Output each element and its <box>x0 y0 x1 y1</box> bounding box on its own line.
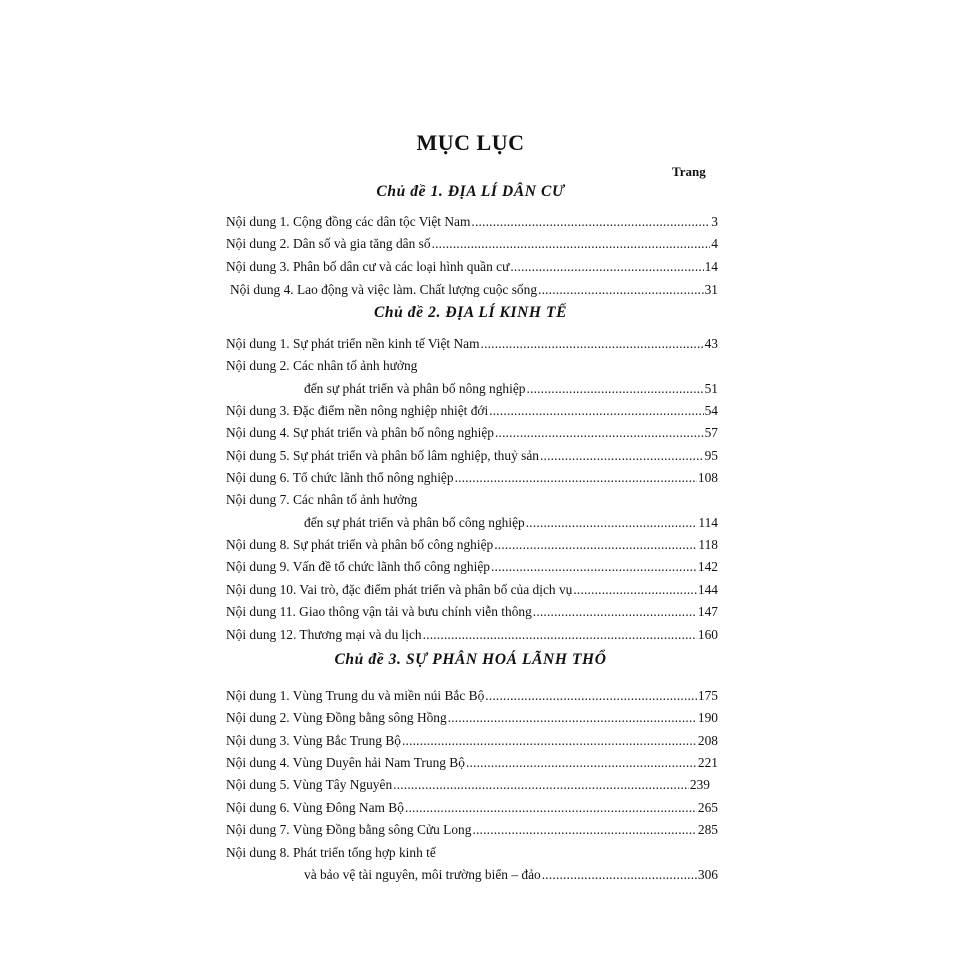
toc-entry-page: 95 <box>704 448 718 463</box>
leader-dots <box>533 603 697 621</box>
toc-entry[interactable] <box>226 581 718 599</box>
leader-dots <box>489 402 703 420</box>
toc-entry[interactable] <box>226 558 718 576</box>
toc-entry-label: Nội dung 2. Dân số và gia tăng dân số <box>226 236 431 251</box>
leader-dots <box>455 469 697 487</box>
leader-dots <box>491 558 697 576</box>
toc-entry[interactable] <box>226 754 718 772</box>
toc-entry-page: 3 <box>711 214 718 229</box>
toc-entry[interactable] <box>226 687 718 705</box>
leader-dots <box>471 213 710 231</box>
leader-dots <box>402 732 697 750</box>
page-title: MỤC LỤC <box>416 130 525 155</box>
toc-entry-label: Nội dung 12. Thương mại và du lịch <box>226 627 422 642</box>
leader-dots <box>485 687 697 705</box>
leader-dots <box>405 799 697 817</box>
toc-entry-label: đến sự phát triển và phân bố công nghiệp <box>304 515 525 530</box>
toc-entry-label: và bảo vệ tài nguyên, môi trường biển – đảo <box>304 867 541 882</box>
section-heading: Chủ đề 1. ĐỊA LÍ DÂN CƯ <box>376 183 565 200</box>
toc-entry-label: Nội dung 8. Sự phát triển và phân bố công nghiệp <box>226 537 494 552</box>
toc-entry[interactable] <box>226 235 718 253</box>
leader-dots <box>542 866 697 884</box>
toc-entry-label: Nội dung 1. Cộng đồng các dân tộc Việt Nam <box>226 214 471 229</box>
toc-entry-label: Nội dung 11. Giao thông vận tải và bưu chính viễn thông <box>226 604 532 619</box>
toc-entry-page: 265 <box>697 800 718 815</box>
toc-entry-page: 43 <box>704 336 718 351</box>
leader-dots <box>472 821 696 839</box>
toc-entry-page: 57 <box>704 425 718 440</box>
toc-entry-label: Nội dung 1. Vùng Trung du và miền núi Bắc Bộ <box>226 688 485 703</box>
toc-entry-label: Nội dung 1. Sự phát triển nền kinh tế Việt Nam <box>226 336 480 351</box>
toc-entry-label: Nội dung 4. Vùng Duyên hải Nam Trung Bộ <box>226 755 465 770</box>
toc-entry[interactable] <box>226 603 718 621</box>
toc-entry-label: Nội dung 5. Sự phát triển và phân bố lâm nghiệp, thuỷ sản <box>226 448 539 463</box>
toc-entry[interactable] <box>226 709 718 727</box>
leader-dots <box>432 235 711 253</box>
toc-entry-page: 239 <box>689 777 710 792</box>
toc-entry-page: 4 <box>711 236 718 251</box>
toc-entry-label: Nội dung 5. Vùng Tây Nguyên <box>226 777 393 792</box>
toc-entry-continuation[interactable] <box>304 380 718 398</box>
leader-dots <box>540 447 704 465</box>
toc-entry-page: 208 <box>697 733 718 748</box>
toc-entry[interactable] <box>226 335 718 353</box>
leader-dots <box>423 626 697 644</box>
toc-entry[interactable] <box>226 424 718 442</box>
toc-entry-label: Nội dung 6. Tổ chức lãnh thổ nông nghiệp <box>226 470 454 485</box>
toc-entry-page: 306 <box>697 867 718 882</box>
page-column-header: Trang <box>672 164 706 179</box>
toc-entry[interactable] <box>226 402 718 420</box>
toc-entry-label[interactable]: Nội dung 2. Các nhân tố ảnh hưởng <box>226 358 418 373</box>
toc-entry-page: 108 <box>697 470 718 485</box>
toc-entry-page: 221 <box>697 755 718 770</box>
toc-entry-label: Nội dung 3. Đặc điểm nền nông nghiệp nhiệt đới <box>226 403 489 418</box>
toc-entry-label: Nội dung 6. Vùng Đông Nam Bộ <box>226 800 404 815</box>
toc-entry-label[interactable]: Nội dung 8. Phát triển tổng hợp kinh tế <box>226 845 436 860</box>
toc-entry[interactable] <box>226 776 710 794</box>
toc-entry[interactable] <box>226 536 718 554</box>
section-heading: Chủ đề 3. SỰ PHÂN HOÁ LÃNH THỔ <box>334 651 607 668</box>
leader-dots <box>510 258 703 276</box>
section-heading: Chủ đề 2. ĐỊA LÍ KINH TẾ <box>373 304 568 321</box>
toc-entry-page: 144 <box>697 582 718 597</box>
toc-entry-page: 51 <box>704 381 718 396</box>
leader-dots <box>466 754 697 772</box>
leader-dots <box>494 536 697 554</box>
leader-dots <box>573 581 697 599</box>
toc-entry-label: Nội dung 2. Vùng Đồng bằng sông Hồng <box>226 710 447 725</box>
leader-dots <box>448 709 697 727</box>
toc-entry-label[interactable]: Nội dung 7. Các nhân tố ảnh hưởng <box>226 492 418 507</box>
toc-entry[interactable] <box>226 213 718 231</box>
leader-dots <box>393 776 689 794</box>
toc-entry[interactable] <box>226 258 718 276</box>
toc-entry-continuation[interactable] <box>304 514 718 532</box>
toc-entry-label: Nội dung 3. Phân bố dân cư và các loại hình quần cư <box>226 259 510 274</box>
leader-dots <box>495 424 704 442</box>
toc-entry[interactable] <box>226 821 718 839</box>
toc-entry-label: Nội dung 10. Vai trò, đặc điểm phát triển và phân bố của dịch vụ <box>226 582 573 597</box>
toc-entry[interactable] <box>230 281 718 299</box>
toc-entry-label: đến sự phát triển và phân bố nông nghiệp <box>304 381 526 396</box>
toc-entry-page: 190 <box>697 710 718 725</box>
toc-entry[interactable] <box>226 626 718 644</box>
toc-entry-page: 31 <box>704 282 718 297</box>
toc-entry-page: 160 <box>697 627 718 642</box>
toc-entry-label: Nội dung 7. Vùng Đồng bằng sông Cửu Long <box>226 822 472 837</box>
leader-dots <box>538 281 704 299</box>
toc-entry-label: Nội dung 3. Vùng Bắc Trung Bộ <box>226 733 401 748</box>
leader-dots <box>526 380 703 398</box>
toc-entry[interactable] <box>226 469 718 487</box>
toc-entry-page: 175 <box>697 688 718 703</box>
toc-entry[interactable] <box>226 447 718 465</box>
toc-entry-page: 118 <box>698 537 718 552</box>
toc-entry-page: 142 <box>697 559 718 574</box>
toc-entry-label: Nội dung 9. Vấn đề tổ chức lãnh thổ công nghiệp <box>226 559 490 574</box>
toc-entry[interactable] <box>226 732 718 750</box>
toc-entry-page: 147 <box>697 604 718 619</box>
leader-dots <box>526 514 698 532</box>
toc-entry-page: 114 <box>698 515 718 530</box>
toc-entry[interactable] <box>226 799 718 817</box>
toc-entry-page: 54 <box>704 403 718 418</box>
toc-entry-label: Nội dung 4. Lao động và việc làm. Chất lượng cuộc sống <box>230 282 538 297</box>
toc-entry-label: Nội dung 4. Sự phát triển và phân bố nông nghiệp <box>226 425 494 440</box>
toc-entry-continuation[interactable] <box>304 866 718 884</box>
leader-dots <box>481 335 704 353</box>
toc-entry-page: 14 <box>704 259 718 274</box>
toc-entry-page: 285 <box>697 822 718 837</box>
